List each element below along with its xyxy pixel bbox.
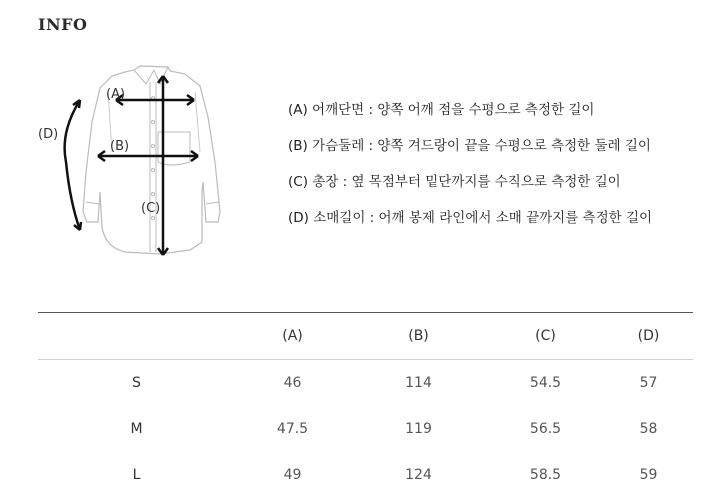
label-d: (D) (38, 127, 59, 142)
table-row (38, 406, 693, 452)
cell-b: 124 (405, 467, 432, 483)
header-size (38, 313, 235, 360)
label-b: (B) (110, 139, 130, 154)
cell-c: 56.5 (529, 421, 562, 437)
header-a: (A) (235, 313, 350, 360)
cell-b: 114 (405, 375, 432, 391)
table-header-row (38, 313, 693, 360)
measure-b (98, 139, 198, 161)
cell-d: 59 (639, 467, 658, 483)
cell-d: 57 (639, 375, 658, 391)
cell-a: 49 (283, 467, 302, 483)
cell-b: 119 (405, 421, 432, 437)
header-b: (B) (350, 313, 487, 360)
label-c: (C) (141, 201, 161, 216)
table-row (38, 360, 693, 407)
size-label: M (130, 421, 143, 437)
legend-item-a: (A) 어깨단면 : 양쪽 어깨 점을 수평으로 측정한 길이 (288, 102, 595, 118)
header-c: (C) (487, 313, 604, 360)
legend-item-c: (C) 총장 : 옆 목점부터 밑단까지를 수직으로 측정한 길이 (288, 174, 621, 190)
cell-a: 47.5 (276, 421, 309, 437)
cell-d: 58 (639, 421, 658, 437)
legend-item-d: (D) 소매길이 : 어깨 봉제 라인에서 소매 끝까지를 측정한 길이 (288, 210, 653, 226)
measure-c (141, 76, 168, 255)
measure-d (38, 100, 81, 230)
shirt-diagram (30, 62, 260, 262)
legend-item-b: (B) 가슴둘레 : 양쪽 겨드랑이 끝을 수평으로 측정한 둘레 길이 (288, 138, 651, 154)
page-title: INFO (38, 15, 88, 34)
cell-c: 58.5 (529, 467, 562, 483)
size-label: L (132, 467, 141, 483)
measurement-legend (288, 98, 652, 242)
cell-a: 46 (283, 375, 302, 391)
size-table (38, 312, 693, 498)
cell-c: 54.5 (529, 375, 562, 391)
size-label: S (132, 375, 141, 391)
label-a: (A) (106, 87, 126, 102)
shirt-icon (30, 62, 260, 262)
header-d: (D) (604, 313, 693, 360)
table-row (38, 452, 693, 498)
